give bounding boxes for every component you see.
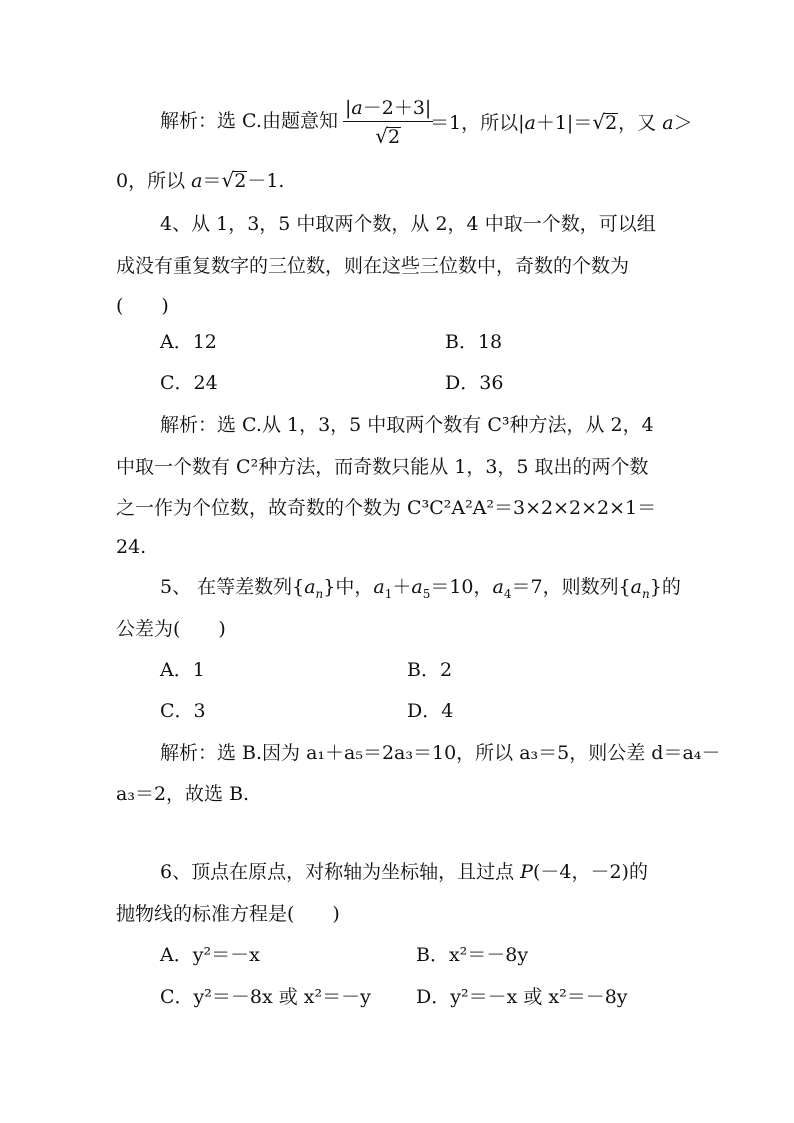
q6-option-c: C．y²＝－8x 或 x²＝－y <box>160 986 371 1008</box>
fraction-numerator: |a－2＋3| <box>343 99 433 122</box>
q5-line1: 5、 在等差数列$\{a_n\}$中，$a_1+a_5=10$，$a_4=7$，则数列$\{a_n\}$的 <box>160 576 681 601</box>
q4-option-d: D．36 <box>445 372 504 394</box>
sol3-line1-rest: ＝1，所以|a＋1|＝√2，又 a＞ <box>430 110 693 134</box>
sol3-line2: 0，所以 a＝√2－1. <box>116 168 285 192</box>
q5-option-a: A．1 <box>160 659 205 681</box>
q4-option-b: B．18 <box>445 331 503 353</box>
sol3-lead: 解析：选 C.由题意知 <box>160 110 338 132</box>
sol4-line1: 解析：选 C.从 1，3，5 中取两个数有 C³种方法，从 2，4 <box>160 414 654 436</box>
sol4-line4: 24. <box>116 536 147 558</box>
q4-option-c: C．24 <box>160 372 218 394</box>
q6-option-b: B．x²＝－8y <box>416 944 529 966</box>
q6-option-a: A．y²＝－x <box>160 944 260 966</box>
q6-line2: 抛物线的标准方程是( ) <box>116 903 340 925</box>
q4-option-a: A．12 <box>160 331 217 353</box>
q6-line1: 6、顶点在原点，对称轴为坐标轴，且过点 P(－4，－2)的 <box>160 861 648 883</box>
q5-option-c: C．3 <box>160 700 206 722</box>
q5-option-d: D．4 <box>407 700 454 722</box>
sol5-line1: 解析：选 B.因为 a₁＋a₅＝2a₃＝10，所以 a₃＝5，则公差 d＝a₄－ <box>160 742 721 764</box>
q5-option-b: B．2 <box>407 659 453 681</box>
q4-line1: 4、从 1，3，5 中取两个数，从 2，4 中取一个数，可以组 <box>160 213 656 235</box>
fraction-denominator: √2 <box>375 124 401 148</box>
sol4-line2: 中取一个数有 C²种方法，而奇数只能从 1，3，5 取出的两个数 <box>116 456 649 478</box>
sol3-fraction <box>343 99 433 147</box>
sol5-line2: a₃＝2，故选 B. <box>116 783 250 805</box>
q4-line3: ( ) <box>116 295 169 317</box>
q5-line2: 公差为( ) <box>116 618 226 640</box>
sol3-line1 <box>160 112 338 131</box>
q6-option-d: D．y²＝－x 或 x²＝－8y <box>416 986 628 1008</box>
q4-line2: 成没有重复数字的三位数，则在这些三位数中，奇数的个数为 <box>116 255 630 277</box>
sol4-line3: 之一作为个位数，故奇数的个数为 C³C²A²A²＝3×2×2×2×1＝ <box>116 497 657 519</box>
